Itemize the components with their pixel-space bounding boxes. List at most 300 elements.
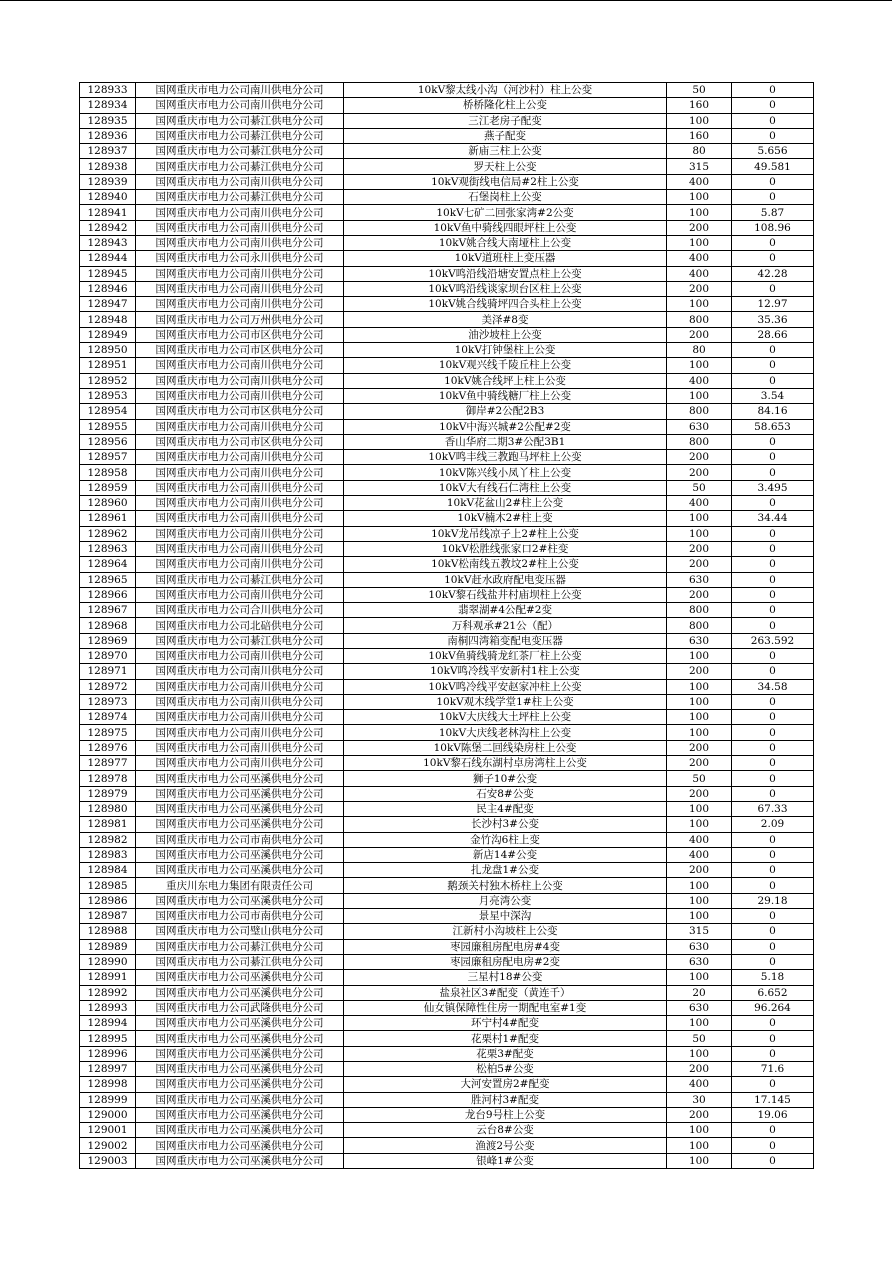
value-cell: 0 xyxy=(732,235,814,250)
table-row xyxy=(80,205,814,220)
value-cell: 0 xyxy=(732,83,814,98)
value-cell: 49.581 xyxy=(732,159,814,174)
capacity-cell: 630 xyxy=(667,954,732,969)
capacity-cell: 400 xyxy=(667,266,732,281)
record-id-cell: 128948 xyxy=(80,312,136,327)
capacity-cell: 100 xyxy=(667,679,732,694)
table-row xyxy=(80,725,814,740)
transformer-name-cell: 环宁村4#配变 xyxy=(344,1016,667,1031)
capacity-cell: 100 xyxy=(667,694,732,709)
company-cell: 国网重庆市电力公司巫溪供电分公司 xyxy=(136,985,344,1000)
record-id-cell: 128976 xyxy=(80,740,136,755)
table-body xyxy=(80,83,814,1169)
capacity-cell: 160 xyxy=(667,128,732,143)
company-cell: 国网重庆市电力公司南川供电分公司 xyxy=(136,526,344,541)
transformer-name-cell: 10kV鸣冷线平安赵家冲柱上公变 xyxy=(344,679,667,694)
value-cell: 28.66 xyxy=(732,327,814,342)
record-id-cell: 128936 xyxy=(80,128,136,143)
transformer-name-cell: 南桐四湾箱变配电变压器 xyxy=(344,633,667,648)
record-id-cell: 128980 xyxy=(80,801,136,816)
value-cell: 0 xyxy=(732,832,814,847)
transformer-name-cell: 10kV鸣沿线沿塘安置点柱上公变 xyxy=(344,266,667,281)
company-cell: 国网重庆市电力公司巫溪供电分公司 xyxy=(136,1062,344,1077)
company-cell: 国网重庆市电力公司南川供电分公司 xyxy=(136,388,344,403)
company-cell: 国网重庆市电力公司巫溪供电分公司 xyxy=(136,1031,344,1046)
value-cell: 263.592 xyxy=(732,633,814,648)
transformer-name-cell: 新店14#公变 xyxy=(344,847,667,862)
value-cell: 0 xyxy=(732,373,814,388)
table-row xyxy=(80,450,814,465)
record-id-cell: 128945 xyxy=(80,266,136,281)
capacity-cell: 100 xyxy=(667,1123,732,1138)
transformer-name-cell: 10kV黎太线小沟（河沙村）柱上公变 xyxy=(344,83,667,98)
value-cell: 67.33 xyxy=(732,801,814,816)
table-row xyxy=(80,373,814,388)
record-id-cell: 128971 xyxy=(80,664,136,679)
table-row xyxy=(80,863,814,878)
value-cell: 0 xyxy=(732,603,814,618)
transformer-name-cell: 10kV鸣丰线三教跑马坪柱上公变 xyxy=(344,450,667,465)
table-row xyxy=(80,98,814,113)
transformer-name-cell: 10kV道班柱上变压器 xyxy=(344,251,667,266)
transformer-name-cell: 御岸#2公配2B3 xyxy=(344,404,667,419)
record-id-cell: 128973 xyxy=(80,694,136,709)
table-row xyxy=(80,1092,814,1107)
record-id-cell: 128999 xyxy=(80,1092,136,1107)
value-cell: 96.264 xyxy=(732,1000,814,1015)
table-row xyxy=(80,893,814,908)
company-cell: 国网重庆市电力公司巫溪供电分公司 xyxy=(136,1107,344,1122)
value-cell: 5.87 xyxy=(732,205,814,220)
value-cell: 0 xyxy=(732,710,814,725)
transformer-name-cell: 10kV观木线学堂1#柱上公变 xyxy=(344,694,667,709)
transformer-name-cell: 松柏5#公变 xyxy=(344,1062,667,1077)
table-row xyxy=(80,1077,814,1092)
transformer-name-cell: 10kV观街线电信局#2柱上公变 xyxy=(344,174,667,189)
company-cell: 国网重庆市电力公司綦江供电分公司 xyxy=(136,633,344,648)
transformer-name-cell: 10kV鸣冷线平安新村1柱上公变 xyxy=(344,664,667,679)
value-cell: 0 xyxy=(732,694,814,709)
table-row xyxy=(80,954,814,969)
value-cell: 0 xyxy=(732,847,814,862)
value-cell: 0 xyxy=(732,1123,814,1138)
record-id-cell: 128990 xyxy=(80,954,136,969)
company-cell: 国网重庆市电力公司綦江供电分公司 xyxy=(136,572,344,587)
transformer-name-cell: 10kV打钟堡柱上公变 xyxy=(344,343,667,358)
table-row xyxy=(80,144,814,159)
capacity-cell: 100 xyxy=(667,358,732,373)
capacity-cell: 800 xyxy=(667,618,732,633)
company-cell: 国网重庆市电力公司巫溪供电分公司 xyxy=(136,1092,344,1107)
company-cell: 国网重庆市电力公司南川供电分公司 xyxy=(136,756,344,771)
transformer-name-cell: 10kV姚合线骑坪四合头柱上公变 xyxy=(344,297,667,312)
table-row xyxy=(80,434,814,449)
table-row xyxy=(80,419,814,434)
transformer-name-cell: 新庙三柱上公变 xyxy=(344,144,667,159)
table-row xyxy=(80,235,814,250)
capacity-cell: 100 xyxy=(667,1016,732,1031)
company-cell: 国网重庆市电力公司巫溪供电分公司 xyxy=(136,1153,344,1168)
value-cell: 0 xyxy=(732,526,814,541)
record-id-cell: 128994 xyxy=(80,1016,136,1031)
record-id-cell: 128937 xyxy=(80,144,136,159)
value-cell: 58.653 xyxy=(732,419,814,434)
transformer-name-cell: 枣园廉租房配电房#2变 xyxy=(344,954,667,969)
transformer-name-cell: 10kV松南线五教坟2#柱上公变 xyxy=(344,557,667,572)
value-cell: 34.44 xyxy=(732,511,814,526)
transformer-name-cell: 桥桥隆化柱上公变 xyxy=(344,98,667,113)
record-id-cell: 128972 xyxy=(80,679,136,694)
company-cell: 国网重庆市电力公司巫溪供电分公司 xyxy=(136,1123,344,1138)
value-cell: 108.96 xyxy=(732,220,814,235)
company-cell: 国网重庆市电力公司綦江供电分公司 xyxy=(136,954,344,969)
table-row xyxy=(80,771,814,786)
company-cell: 国网重庆市电力公司南川供电分公司 xyxy=(136,281,344,296)
record-id-cell: 128969 xyxy=(80,633,136,648)
capacity-cell: 100 xyxy=(667,1046,732,1061)
company-cell: 国网重庆市电力公司南川供电分公司 xyxy=(136,557,344,572)
table-row xyxy=(80,664,814,679)
value-cell: 29.18 xyxy=(732,893,814,908)
capacity-cell: 100 xyxy=(667,297,732,312)
record-id-cell: 128941 xyxy=(80,205,136,220)
capacity-cell: 400 xyxy=(667,174,732,189)
value-cell: 0 xyxy=(732,939,814,954)
transformer-name-cell: 石堡岗柱上公变 xyxy=(344,190,667,205)
capacity-cell: 100 xyxy=(667,511,732,526)
record-id-cell: 128992 xyxy=(80,985,136,1000)
company-cell: 国网重庆市电力公司南川供电分公司 xyxy=(136,174,344,189)
capacity-cell: 400 xyxy=(667,1077,732,1092)
company-cell: 国网重庆市电力公司市南供电分公司 xyxy=(136,909,344,924)
table-row xyxy=(80,83,814,98)
transformer-name-cell: 10kV松胜线张家口2#柱变 xyxy=(344,541,667,556)
table-row xyxy=(80,924,814,939)
transformer-name-cell: 油沙坡柱上公变 xyxy=(344,327,667,342)
table-row xyxy=(80,220,814,235)
record-id-cell: 128939 xyxy=(80,174,136,189)
capacity-cell: 630 xyxy=(667,633,732,648)
company-cell: 国网重庆市电力公司北碚供电分公司 xyxy=(136,618,344,633)
capacity-cell: 200 xyxy=(667,664,732,679)
company-cell: 国网重庆市电力公司南川供电分公司 xyxy=(136,83,344,98)
record-id-cell: 128933 xyxy=(80,83,136,98)
record-id-cell: 128987 xyxy=(80,909,136,924)
transformer-name-cell: 10kV陈兴线小凤丫柱上公变 xyxy=(344,465,667,480)
value-cell: 0 xyxy=(732,1153,814,1168)
company-cell: 国网重庆市电力公司南川供电分公司 xyxy=(136,664,344,679)
capacity-cell: 630 xyxy=(667,419,732,434)
table-row xyxy=(80,557,814,572)
record-id-cell: 128988 xyxy=(80,924,136,939)
table-row xyxy=(80,1138,814,1153)
company-cell: 国网重庆市电力公司南川供电分公司 xyxy=(136,373,344,388)
company-cell: 国网重庆市电力公司市区供电分公司 xyxy=(136,343,344,358)
record-id-cell: 128983 xyxy=(80,847,136,862)
transformer-name-cell: 扎龙盘1#公变 xyxy=(344,863,667,878)
table-row xyxy=(80,404,814,419)
company-cell: 国网重庆市电力公司南川供电分公司 xyxy=(136,98,344,113)
record-id-cell: 128934 xyxy=(80,98,136,113)
record-id-cell: 128949 xyxy=(80,327,136,342)
capacity-cell: 200 xyxy=(667,557,732,572)
record-id-cell: 128940 xyxy=(80,190,136,205)
record-id-cell: 128960 xyxy=(80,496,136,511)
company-cell: 国网重庆市电力公司巫溪供电分公司 xyxy=(136,893,344,908)
transformer-name-cell: 月亮湾公变 xyxy=(344,893,667,908)
company-cell: 国网重庆市电力公司市区供电分公司 xyxy=(136,404,344,419)
company-cell: 国网重庆市电力公司璧山供电分公司 xyxy=(136,924,344,939)
table-row xyxy=(80,587,814,602)
transformer-name-cell: 香山华府二期3#公配3B1 xyxy=(344,434,667,449)
capacity-cell: 630 xyxy=(667,1000,732,1015)
company-cell: 国网重庆市电力公司綦江供电分公司 xyxy=(136,128,344,143)
value-cell: 0 xyxy=(732,909,814,924)
value-cell: 6.652 xyxy=(732,985,814,1000)
capacity-cell: 400 xyxy=(667,832,732,847)
capacity-cell: 100 xyxy=(667,817,732,832)
record-id-cell: 128995 xyxy=(80,1031,136,1046)
table-row xyxy=(80,388,814,403)
value-cell: 35.36 xyxy=(732,312,814,327)
transformer-name-cell: 江新村小沟坡柱上公变 xyxy=(344,924,667,939)
company-cell: 国网重庆市电力公司巫溪供电分公司 xyxy=(136,1016,344,1031)
company-cell: 国网重庆市电力公司南川供电分公司 xyxy=(136,511,344,526)
record-id-cell: 128966 xyxy=(80,587,136,602)
capacity-cell: 50 xyxy=(667,771,732,786)
capacity-cell: 400 xyxy=(667,847,732,862)
transformer-name-cell: 狮子10#公变 xyxy=(344,771,667,786)
transformer-name-cell: 万科观承#21公（配） xyxy=(344,618,667,633)
table-row xyxy=(80,1107,814,1122)
value-cell: 0 xyxy=(732,1031,814,1046)
company-cell: 国网重庆市电力公司南川供电分公司 xyxy=(136,710,344,725)
record-id-cell: 128956 xyxy=(80,434,136,449)
transformer-name-cell: 石安8#公变 xyxy=(344,786,667,801)
transformer-name-cell: 10kV姚合线坪上柱上公变 xyxy=(344,373,667,388)
transformer-name-cell: 渔渡2号公变 xyxy=(344,1138,667,1153)
value-cell: 0 xyxy=(732,98,814,113)
record-id-cell: 128961 xyxy=(80,511,136,526)
company-cell: 国网重庆市电力公司巫溪供电分公司 xyxy=(136,771,344,786)
capacity-cell: 200 xyxy=(667,220,732,235)
record-id-cell: 129000 xyxy=(80,1107,136,1122)
value-cell: 0 xyxy=(732,863,814,878)
table-row xyxy=(80,985,814,1000)
transformer-name-cell: 10kV楠木2#柱上变 xyxy=(344,511,667,526)
transformer-name-cell: 三星村18#公变 xyxy=(344,970,667,985)
top-rule xyxy=(0,0,892,1)
company-cell: 国网重庆市电力公司南川供电分公司 xyxy=(136,220,344,235)
record-id-cell: 128993 xyxy=(80,1000,136,1015)
capacity-cell: 80 xyxy=(667,343,732,358)
table-row xyxy=(80,1031,814,1046)
capacity-cell: 200 xyxy=(667,863,732,878)
company-cell: 国网重庆市电力公司南川供电分公司 xyxy=(136,465,344,480)
capacity-cell: 100 xyxy=(667,725,732,740)
capacity-cell: 200 xyxy=(667,587,732,602)
table-row xyxy=(80,128,814,143)
capacity-cell: 30 xyxy=(667,1092,732,1107)
transformer-name-cell: 长沙村3#公变 xyxy=(344,817,667,832)
table-row xyxy=(80,603,814,618)
capacity-cell: 80 xyxy=(667,144,732,159)
table-row xyxy=(80,159,814,174)
company-cell: 国网重庆市电力公司巫溪供电分公司 xyxy=(136,970,344,985)
value-cell: 19.06 xyxy=(732,1107,814,1122)
table-row xyxy=(80,710,814,725)
transformer-name-cell: 罗天柱上公变 xyxy=(344,159,667,174)
transformer-name-cell: 10kV观兴线千陵丘柱上公变 xyxy=(344,358,667,373)
value-cell: 0 xyxy=(732,358,814,373)
capacity-cell: 200 xyxy=(667,281,732,296)
table-row xyxy=(80,526,814,541)
company-cell: 国网重庆市电力公司綦江供电分公司 xyxy=(136,144,344,159)
value-cell: 5.656 xyxy=(732,144,814,159)
record-id-cell: 128978 xyxy=(80,771,136,786)
record-id-cell: 128954 xyxy=(80,404,136,419)
record-id-cell: 128984 xyxy=(80,863,136,878)
capacity-cell: 400 xyxy=(667,496,732,511)
capacity-cell: 100 xyxy=(667,1153,732,1168)
company-cell: 国网重庆市电力公司南川供电分公司 xyxy=(136,205,344,220)
record-id-cell: 128959 xyxy=(80,480,136,495)
capacity-cell: 400 xyxy=(667,373,732,388)
company-cell: 国网重庆市电力公司武隆供电分公司 xyxy=(136,1000,344,1015)
record-id-cell: 128982 xyxy=(80,832,136,847)
record-id-cell: 128946 xyxy=(80,281,136,296)
company-cell: 国网重庆市电力公司南川供电分公司 xyxy=(136,496,344,511)
company-cell: 国网重庆市电力公司市南供电分公司 xyxy=(136,832,344,847)
transformer-name-cell: 云台8#公变 xyxy=(344,1123,667,1138)
value-cell: 0 xyxy=(732,174,814,189)
value-cell: 0 xyxy=(732,954,814,969)
value-cell: 0 xyxy=(732,557,814,572)
company-cell: 国网重庆市电力公司南川供电分公司 xyxy=(136,725,344,740)
company-cell: 国网重庆市电力公司巫溪供电分公司 xyxy=(136,1138,344,1153)
record-id-cell: 128965 xyxy=(80,572,136,587)
record-id-cell: 128958 xyxy=(80,465,136,480)
table-row xyxy=(80,786,814,801)
capacity-cell: 200 xyxy=(667,541,732,556)
transformer-name-cell: 10kV鸣沿线谈家坝台区柱上公变 xyxy=(344,281,667,296)
capacity-cell: 100 xyxy=(667,235,732,250)
transformer-name-cell: 10kV大庆线大土坪柱上公变 xyxy=(344,710,667,725)
table-row xyxy=(80,297,814,312)
company-cell: 国网重庆市电力公司巫溪供电分公司 xyxy=(136,817,344,832)
value-cell: 71.6 xyxy=(732,1062,814,1077)
value-cell: 0 xyxy=(732,771,814,786)
capacity-cell: 100 xyxy=(667,205,732,220)
record-id-cell: 128964 xyxy=(80,557,136,572)
transformer-name-cell: 10kV黎石线盐井村庙坝柱上公变 xyxy=(344,587,667,602)
value-cell: 5.18 xyxy=(732,970,814,985)
table-row xyxy=(80,541,814,556)
transformer-name-cell: 10kV龙吊线凉子上2#柱上公变 xyxy=(344,526,667,541)
company-cell: 国网重庆市电力公司合川供电分公司 xyxy=(136,603,344,618)
company-cell: 国网重庆市电力公司南川供电分公司 xyxy=(136,541,344,556)
table-row xyxy=(80,251,814,266)
transformer-name-cell: 盐泉社区3#配变（黄连千） xyxy=(344,985,667,1000)
value-cell: 0 xyxy=(732,251,814,266)
table-row xyxy=(80,511,814,526)
capacity-cell: 100 xyxy=(667,648,732,663)
transformer-table xyxy=(79,82,814,1169)
value-cell: 0 xyxy=(732,343,814,358)
capacity-cell: 100 xyxy=(667,1138,732,1153)
value-cell: 0 xyxy=(732,1016,814,1031)
table-row xyxy=(80,817,814,832)
record-id-cell: 128942 xyxy=(80,220,136,235)
value-cell: 0 xyxy=(732,190,814,205)
table-row xyxy=(80,832,814,847)
capacity-cell: 630 xyxy=(667,939,732,954)
capacity-cell: 200 xyxy=(667,756,732,771)
table-row xyxy=(80,266,814,281)
transformer-name-cell: 民主4#配变 xyxy=(344,801,667,816)
transformer-name-cell: 花栗3#配变 xyxy=(344,1046,667,1061)
record-id-cell: 128963 xyxy=(80,541,136,556)
transformer-name-cell: 金竹沟6柱上变 xyxy=(344,832,667,847)
record-id-cell: 128977 xyxy=(80,756,136,771)
record-id-cell: 128947 xyxy=(80,297,136,312)
table-row xyxy=(80,618,814,633)
capacity-cell: 200 xyxy=(667,740,732,755)
transformer-name-cell: 10kV黎石线东湖村卓房湾柱上公变 xyxy=(344,756,667,771)
company-cell: 国网重庆市电力公司巫溪供电分公司 xyxy=(136,801,344,816)
record-id-cell: 128938 xyxy=(80,159,136,174)
table-row xyxy=(80,1062,814,1077)
transformer-name-cell: 景星中深沟 xyxy=(344,909,667,924)
transformer-name-cell: 10kV花盆山2#柱上公变 xyxy=(344,496,667,511)
value-cell: 0 xyxy=(732,587,814,602)
transformer-name-cell: 10kV鱼骑线骑龙红茶厂柱上公变 xyxy=(344,648,667,663)
company-cell: 国网重庆市电力公司南川供电分公司 xyxy=(136,358,344,373)
value-cell: 0 xyxy=(732,648,814,663)
table-row xyxy=(80,312,814,327)
record-id-cell: 128985 xyxy=(80,878,136,893)
transformer-name-cell: 龙台9号柱上公变 xyxy=(344,1107,667,1122)
table-row xyxy=(80,327,814,342)
capacity-cell: 200 xyxy=(667,327,732,342)
company-cell: 国网重庆市电力公司南川供电分公司 xyxy=(136,587,344,602)
value-cell: 0 xyxy=(732,725,814,740)
table-row xyxy=(80,633,814,648)
capacity-cell: 100 xyxy=(667,893,732,908)
value-cell: 17.145 xyxy=(732,1092,814,1107)
value-cell: 3.495 xyxy=(732,480,814,495)
company-cell: 国网重庆市电力公司巫溪供电分公司 xyxy=(136,1046,344,1061)
value-cell: 0 xyxy=(732,786,814,801)
capacity-cell: 100 xyxy=(667,190,732,205)
transformer-name-cell: 仙女镇保障性住房一期配电室#1变 xyxy=(344,1000,667,1015)
transformer-name-cell: 10kV大庆线老林沟柱上公变 xyxy=(344,725,667,740)
table-row xyxy=(80,847,814,862)
record-id-cell: 128953 xyxy=(80,388,136,403)
value-cell: 0 xyxy=(732,541,814,556)
record-id-cell: 128950 xyxy=(80,343,136,358)
capacity-cell: 400 xyxy=(667,251,732,266)
capacity-cell: 800 xyxy=(667,404,732,419)
table-row xyxy=(80,939,814,954)
capacity-cell: 100 xyxy=(667,801,732,816)
value-cell: 0 xyxy=(732,465,814,480)
transformer-name-cell: 10kV七矿二回张家湾#2公变 xyxy=(344,205,667,220)
capacity-cell: 200 xyxy=(667,465,732,480)
value-cell: 0 xyxy=(732,572,814,587)
capacity-cell: 100 xyxy=(667,878,732,893)
capacity-cell: 100 xyxy=(667,113,732,128)
